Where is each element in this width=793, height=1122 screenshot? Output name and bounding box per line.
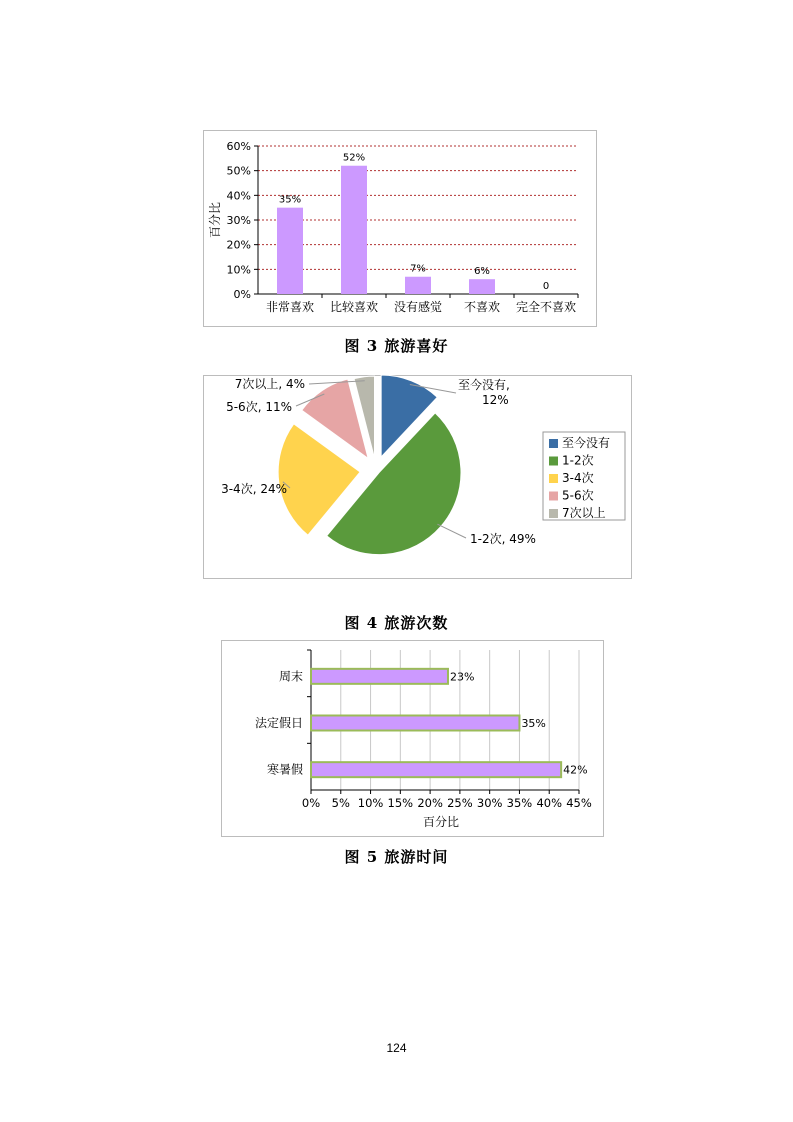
legend-label: 至今没有 — [562, 436, 611, 450]
y-tick-label: 60% — [226, 140, 251, 153]
figure-5-caption: 图 5 旅游时间 — [344, 848, 449, 866]
figure-3-caption: 图 3 旅游喜好 — [344, 337, 449, 355]
x-tick-label: 没有感觉 — [393, 300, 443, 314]
data-label: 1-2次, 49% — [470, 532, 536, 546]
data-label: 42% — [563, 763, 588, 777]
y-tick-label: 周末 — [278, 669, 303, 684]
x-tick-label: 30% — [476, 796, 503, 810]
data-label: 5-6次, 11% — [226, 400, 292, 414]
figure-4-caption: 图 4 旅游次数 — [344, 614, 449, 632]
legend-label: 7次以上 — [562, 506, 606, 520]
x-tick-label: 15% — [387, 796, 414, 810]
x-tick-label: 40% — [536, 796, 563, 810]
data-label: 23% — [449, 670, 475, 684]
data-label: 6% — [474, 266, 490, 278]
y-axis-label: 百分比 — [208, 201, 222, 239]
data-label: 至今没有, — [458, 378, 510, 392]
y-tick-label: 40% — [226, 189, 251, 203]
bar — [311, 762, 561, 777]
x-tick-label: 25% — [447, 796, 473, 810]
data-label: 12% — [482, 393, 509, 407]
y-tick-label: 法定假日 — [254, 716, 303, 730]
x-axis-label: 百分比 — [422, 815, 460, 829]
data-label: 3-4次, 24% — [221, 482, 287, 496]
legend-label: 1-2次 — [562, 453, 594, 468]
x-tick-label: 35% — [506, 796, 533, 810]
x-tick-label: 0% — [301, 796, 321, 810]
data-label: 35% — [521, 717, 546, 730]
x-tick-label: 10% — [357, 796, 384, 810]
data-label: 0 — [542, 281, 550, 292]
y-tick-label: 30% — [226, 214, 251, 227]
x-tick-label: 不喜欢 — [463, 300, 501, 314]
legend-label: 3-4次 — [562, 471, 594, 485]
page-number: 124 — [386, 1041, 407, 1055]
x-tick-label: 5% — [331, 796, 350, 810]
x-tick-label: 完全不喜欢 — [515, 300, 577, 314]
x-tick-label: 比较喜欢 — [329, 300, 379, 314]
x-tick-label: 非常喜欢 — [265, 300, 315, 314]
bar — [311, 716, 519, 731]
legend-label: 5-6次 — [562, 488, 594, 503]
data-label: 52% — [342, 152, 366, 164]
data-label: 7% — [410, 263, 426, 275]
y-tick-label: 20% — [226, 238, 251, 252]
y-tick-label: 10% — [226, 263, 251, 277]
data-label: 7次以上, 4% — [234, 377, 305, 391]
data-label: 35% — [278, 194, 302, 206]
y-tick-label: 0% — [233, 288, 251, 301]
x-tick-label: 45% — [566, 796, 592, 810]
y-tick-label: 寒暑假 — [266, 762, 303, 777]
x-tick-label: 20% — [417, 796, 443, 810]
bar — [311, 669, 448, 684]
y-tick-label: 50% — [226, 164, 251, 178]
